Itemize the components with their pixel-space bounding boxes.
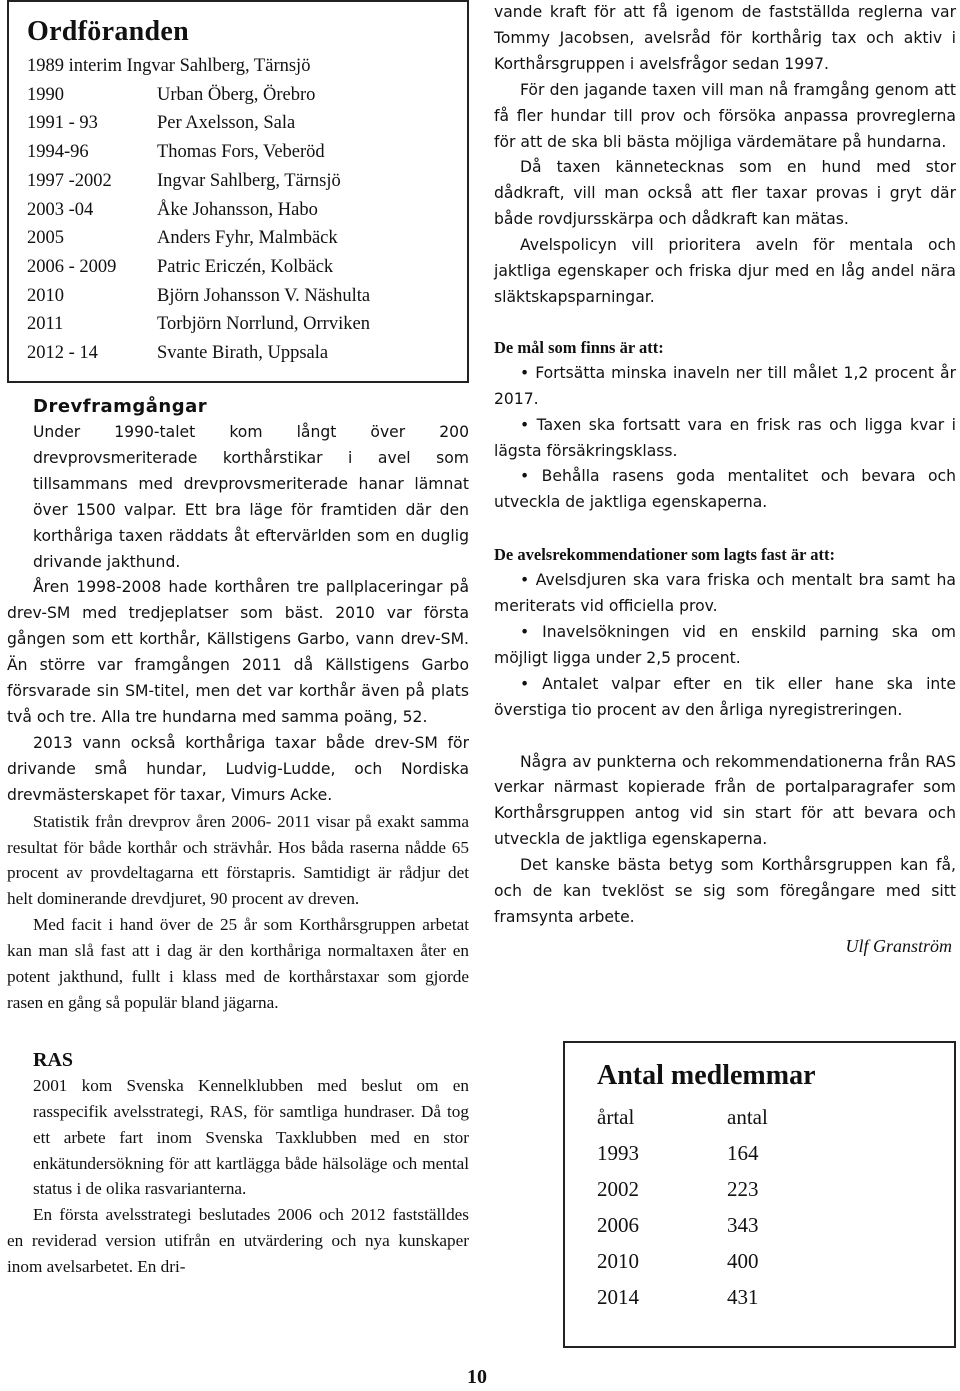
body-paragraph: Avelspolicyn vill prioritera aveln för mentala och jaktliga egenskaper och friska djur med en låg andel nära släktskapsparningar.: [494, 236, 956, 306]
members-year: 2002: [597, 1177, 639, 1201]
chairman-text: 1989 interim Ingvar Sahlberg, Tärnsjö: [27, 56, 311, 76]
chairman-year: 1997 -2002: [27, 170, 112, 191]
chairman-year: 2005: [27, 228, 64, 249]
members-row: [597, 1171, 954, 1207]
chairman-row: [27, 253, 467, 282]
chairman-row: [27, 52, 467, 81]
chairman-name: Urban Öberg, Örebro: [157, 84, 316, 105]
members-box: [563, 1041, 956, 1348]
drev-heading: Drevframgångar: [33, 396, 208, 417]
chairman-year: 1994-96: [27, 142, 89, 163]
chairmen-title: Ordföranden: [27, 16, 189, 47]
recommendation-item: • Avelsdjuren ska vara friska och mentalt bra samt ha meriterats vid officiella prov.: [494, 571, 956, 616]
chairman-row: [27, 81, 467, 110]
author-signature: Ulf Granström: [845, 935, 952, 956]
chairman-year: 2010: [27, 285, 64, 306]
drev-paragraph: Statistik från drevprov åren 2006- 2011 visar på exakt samma resultat för både korthår och strävhår. Hos båda raserna nådde 65 procent av provdeltagarna ett förstapris. Samtidigt är rådjur det helt dominerande drevdjuret, 90 procent av dreven.: [7, 811, 469, 909]
members-year: 2014: [597, 1285, 639, 1309]
drev-paragraph: Under 1990-talet kom långt över 200 drevprovsmeriterade korthårstikar i avel som tillsammans med drevprovsmeriterade hanar lämnat över 1500 valpar. Ett bra läge för framtiden där den korthåriga taxen räddats åt eftervärlden som en duglig drivande jakthund.: [33, 423, 469, 571]
chairman-row: [27, 310, 467, 339]
chairman-year: 2006 - 2009: [27, 256, 117, 277]
chairman-row: [27, 339, 467, 368]
chairman-name: Thomas Fors, Veberöd: [157, 142, 325, 163]
members-count: 400: [727, 1249, 759, 1273]
members-count: 223: [727, 1177, 759, 1201]
right-column: [494, 0, 956, 1309]
body-paragraph: Några av punkterna och rekommendationerna från RAS verkar närmast kopierade från de portalparagrafer som Korthårsgruppen antog vid sin start för att bevara och utveckla de jaktliga egenskaperna.: [494, 752, 956, 849]
goal-item: • Behålla rasens goda mentalitet och bevara och utveckla de jaktliga egenskaperna.: [494, 467, 956, 512]
chairman-year: 2011: [27, 314, 64, 335]
chairman-name: Per Axelsson, Sala: [157, 113, 296, 134]
drev-paragraph: 2013 vann också korthåriga taxar både drev-SM för drivande små hundar, Ludvig-Ludde, och Nordiska drevmästerskapet för taxar, Vimurs Acke.: [7, 733, 469, 804]
chairman-row: [27, 282, 467, 311]
members-row: [597, 1207, 954, 1243]
ras-paragraph: En första avelsstrategi beslutades 2006 och 2012 fastställdes en reviderad version utifrån en utvärdering och nya kunskaper inom avelsarbetet. En dri-: [7, 1205, 469, 1277]
chairman-row: [27, 167, 467, 196]
members-year: 2006: [597, 1213, 639, 1237]
chairmen-box: [7, 0, 469, 383]
chairman-name: Patric Ericzén, Kolbäck: [157, 256, 334, 277]
chairman-name: Svante Birath, Uppsala: [157, 343, 329, 364]
chairman-name: Anders Fyhr, Malmbäck: [157, 228, 338, 249]
chairman-row: [27, 224, 467, 253]
drev-paragraph: Med facit i hand över de 25 år som Korthårsgruppen arbetat kan man slå fast att i dag är den korthåriga normaltaxen åter en potent jakthund, fullt i klass med de korthårstaxar som gjorde rasen en gång så populär bland jägarna.: [7, 915, 469, 1012]
recommendation-item: • Antalet valpar efter en tik eller hane ska inte överstiga tio procent av den årliga nyregistreringen.: [494, 674, 956, 719]
members-row: [597, 1135, 954, 1171]
members-title: Antal medlemmar: [597, 1060, 816, 1091]
goals-heading: De mål som finns är att:: [494, 337, 664, 357]
body-paragraph: För den jagande taxen vill man nå framgång genom att få fler hundar till prov och försöka anpassa provreglerna för att de ska bli bästa möjliga värdemätare på hundarna.: [494, 80, 956, 151]
chairman-row: [27, 138, 467, 167]
members-year: 1993: [597, 1141, 639, 1165]
goal-item: • Taxen ska fortsatt vara en frisk ras och ligga kvar i lägsta försäkringsklass.: [494, 415, 956, 460]
ras-paragraph: 2001 kom Svenska Kennelklubben med beslut om en rasspecifik avelsstrategi, RAS, för samtliga hundraser. Då tog ett arbete fart inom Svenska Taxklubben med en stor enkätundersökning för att kartlägga både hälsoläge och mental status i de olika rasvarianterna.: [33, 1075, 469, 1199]
chairman-year: 1991 - 93: [27, 113, 98, 134]
chairman-name: Ingvar Sahlberg, Tärnsjö: [157, 170, 341, 191]
page-number: 10: [467, 1366, 487, 1388]
goal-item: • Fortsätta minska inaveln ner till målet 1,2 procent år 2017.: [494, 363, 956, 408]
chairman-year: 2003 -04: [27, 199, 94, 220]
recommendation-item: • Inavelsökningen vid en enskild parning ska om möjligt ligga under 2,5 procent.: [494, 622, 956, 667]
chairman-name: Torbjörn Norrlund, Orrviken: [157, 314, 370, 335]
continued-paragraph: vande kraft för att få igenom de fastställda reglerna var Tommy Jacobsen, avelsråd för korthårig tax och aktiv i Korthårsgruppen i avelsfrågor sedan 1997.: [494, 3, 956, 73]
members-row: [597, 1279, 954, 1315]
body-paragraph: Då taxen kännetecknas som en hund med stor dådkraft, vill man också att fler taxar provas i gryt där både rovdjursskärpa och dådkraft kan mätas.: [494, 158, 956, 229]
left-column: [7, 0, 469, 1280]
members-count: 431: [727, 1285, 759, 1309]
members-count: 164: [727, 1141, 759, 1165]
chairman-name: Björn Johansson V. Näshulta: [157, 285, 371, 306]
members-col-count: antal: [727, 1105, 768, 1129]
body-paragraph: Det kanske bästa betyg som Korthårsgruppen kan få, och de kan tveklöst se sig som föregångare med sitt framsynta arbete.: [494, 856, 956, 926]
ras-heading: RAS: [33, 1048, 74, 1071]
chairman-row: [27, 196, 467, 225]
chairman-year: 2012 - 14: [27, 343, 98, 364]
members-count: 343: [727, 1213, 759, 1237]
chairman-year: 1990: [27, 84, 64, 105]
members-header-row: [597, 1099, 954, 1135]
members-year: 2010: [597, 1249, 639, 1273]
members-row: [597, 1243, 954, 1279]
chairman-row: [27, 109, 467, 138]
members-col-year: årtal: [597, 1105, 635, 1129]
chairman-name: Åke Johansson, Habo: [157, 199, 318, 220]
drev-paragraph: Åren 1998-2008 hade korthåren tre pallplaceringar på drev-SM med tredjeplatser som bäst. 2010 var första gången som ett korthår, Källstigens Garbo, vann drev-SM. Än större var framgången 2011 då Källstigens Garbo försvarade sin SM-titel, men det var korthår även på plats två och tre. Alla tre hundarna med samma poäng, 52.: [7, 578, 469, 726]
recommendations-heading: De avelsrekommendationer som lagts fast är att:: [494, 545, 835, 565]
